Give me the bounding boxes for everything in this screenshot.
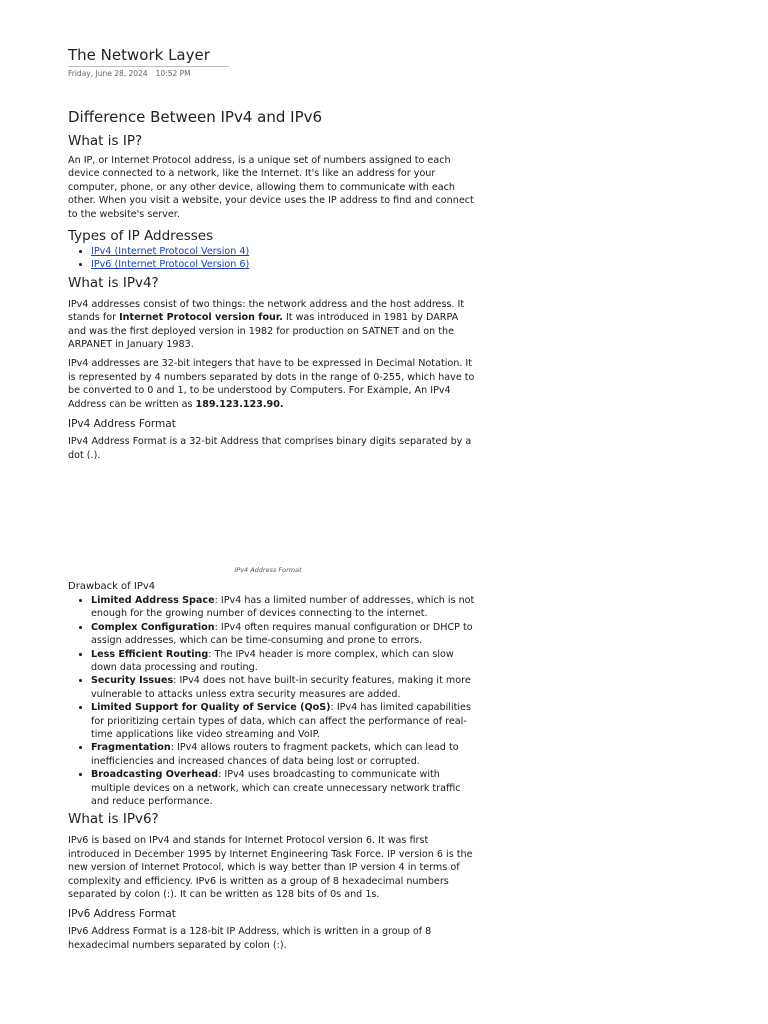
drawback-text: : IPv4 does not have built-in security features, making it more vulnerable to attacks unless extra security measures are added. <box>91 675 471 700</box>
drawback-heading: Drawback of IPv4 <box>68 580 156 592</box>
drawback-list <box>68 594 478 809</box>
drawback-text: : The IPv4 header is more complex, which can slow down data processing and routing. <box>91 648 454 673</box>
list-item <box>91 258 478 271</box>
ipv4-paragraph-1 <box>68 298 478 352</box>
ipv6-format-heading: IPv6 Address Format <box>68 908 176 921</box>
list-item <box>91 701 478 741</box>
list-item <box>91 594 478 621</box>
ipv6-link[interactable]: IPv6 (Internet Protocol Version 6) <box>91 259 250 271</box>
drawback-term: Broadcasting Overhead <box>91 769 219 781</box>
figure-caption: IPv4 Address Format <box>234 565 302 574</box>
list-item <box>91 648 478 675</box>
ipv4-format-figure <box>68 468 478 576</box>
what-is-ip-body: An IP, or Internet Protocol address, is a unique set of numbers assigned to each device connected to a network, like the Internet. It's like an address for your computer, phone, or any other device, allowing them to communicate with each other. When you visit a website, your device uses the IP address to find and connect to the website's server. <box>68 155 474 220</box>
types-heading: Types of IP Addresses <box>68 228 214 245</box>
drawback-term: Limited Address Space <box>91 594 215 606</box>
ipv6-format-body: IPv6 Address Format is a 128-bit IP Address, which is written in a group of 8 hexadecimal numbers separated by colon (:). <box>68 926 432 951</box>
ipv4-format-body: IPv4 Address Format is a 32-bit Address that comprises binary digits separated by a dot (.). <box>68 436 472 461</box>
list-item <box>91 245 478 258</box>
drawback-text: : IPv4 uses broadcasting to communicate with multiple devices on a network, which can create unnecessary network traffic and reduce performance. <box>91 769 461 807</box>
ipv4-paragraph-2 <box>68 357 478 411</box>
what-is-ipv6-heading: What is IPv6? <box>68 811 159 828</box>
list-item <box>91 768 478 808</box>
doc-heading: Difference Between IPv4 and IPv6 <box>68 108 323 126</box>
what-is-ipv4-heading: What is IPv4? <box>68 274 159 291</box>
ipv4-example-address: 189.123.123.90. <box>195 398 284 410</box>
drawback-term: Security Issues <box>91 675 174 687</box>
page-time: 10:52 PM <box>155 69 191 78</box>
drawback-text: : IPv4 has limited capabilities for prioritizing certain types of data, which can affect the performance of real-time applications like video streaming and VoIP. <box>91 702 471 740</box>
page-title[interactable]: The Network Layer <box>68 46 210 64</box>
drawback-term: Fragmentation <box>91 742 171 754</box>
types-list <box>68 245 478 272</box>
title-divider <box>68 66 229 67</box>
ipv4-p1-text: IPv4 addresses consist of two things: the network address and the host address. It stands for <box>68 298 465 324</box>
ipv6-body: IPv6 is based on IPv4 and stands for Internet Protocol version 6. It was first introduced in December 1995 by Internet Engineering Task Force. IP version 6 is the new version of Internet Protocol, which is way better than IP version 4 in terms of complexity and efficiency. IPv6 is written as a group of 8 hexadecimal numbers separated by colon (:). It can be written as 128 bits of 0s and 1s. <box>68 835 473 901</box>
drawback-text: : IPv4 has a limited number of addresses, which is not enough for the growing number of devices connecting to the internet. <box>91 594 475 620</box>
drawback-term: Less Efficient Routing <box>91 648 209 660</box>
page-metadata <box>68 69 191 78</box>
list-item <box>91 674 478 701</box>
drawback-text: : IPv4 often requires manual configuration or DHCP to assign addresses, which can be time-consuming and prone to errors. <box>91 621 473 647</box>
what-is-ip-heading: What is IP? <box>68 133 143 149</box>
drawback-term: Limited Support for Quality of Service (QoS) <box>91 702 331 714</box>
drawback-term: Complex Configuration <box>91 621 215 633</box>
ipv4-link[interactable]: IPv4 (Internet Protocol Version 4) <box>91 246 250 258</box>
ipv4-p1-bold: Internet Protocol version four. <box>119 312 283 324</box>
ipv4-p1-text-end: It was introduced in 1981 by DARPA and was the first deployed version in 1982 for production on SATNET and on the ARPANET in January 1983. <box>68 312 459 351</box>
ipv4-format-heading: IPv4 Address Format <box>68 418 176 431</box>
note-content[interactable] <box>68 106 478 958</box>
ipv4-p2-text: IPv4 addresses are 32-bit integers that have to be expressed in Decimal Notation. It is represented by 4 numbers separated by dots in the range of 0-255, which have to be converted to 0 and 1, to be understood by Computers. For Example, An IPv4 Address can be written as <box>68 358 475 410</box>
drawback-text: : IPv4 allows routers to fragment packets, which can lead to inefficiencies and increased chances of data being lost or corrupted. <box>91 742 459 767</box>
page-date: Friday, June 28, 2024 <box>68 69 148 78</box>
list-item <box>91 621 478 648</box>
list-item <box>91 741 478 768</box>
